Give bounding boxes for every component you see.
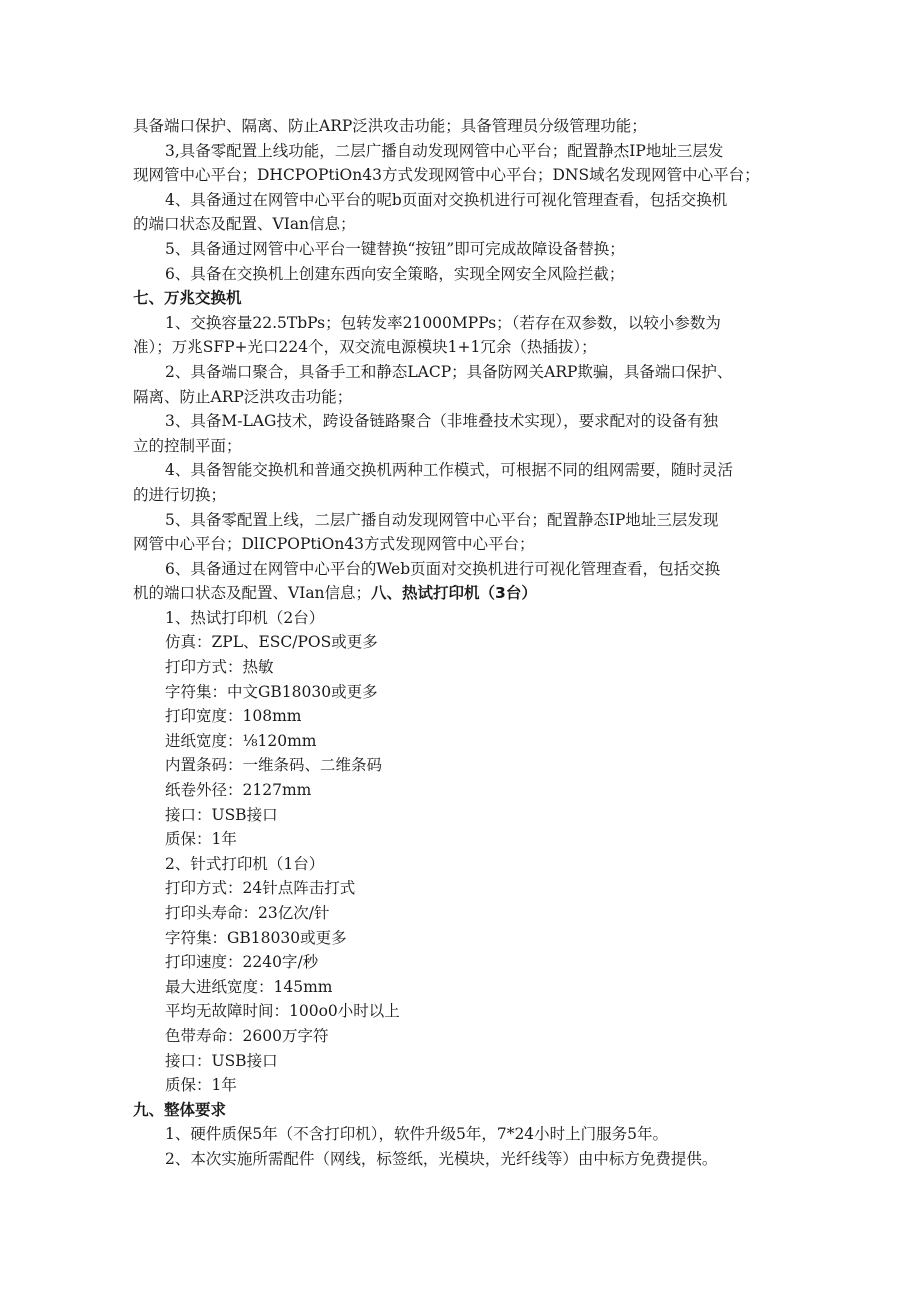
- text-line: [133, 655, 793, 680]
- line-text: 质保：1年: [165, 830, 237, 849]
- line-text: 现网管中心平台；DHCPOPtiOn43方式发现网管中心平台；DNS域名发现网管中心平台；: [133, 166, 760, 185]
- text-line: [133, 557, 793, 582]
- line-text: 1、热试打印机（2台）: [165, 608, 325, 627]
- text-line: [133, 729, 793, 754]
- text-line: [133, 409, 793, 434]
- text-line: [133, 1122, 793, 1147]
- text-line: [133, 876, 793, 901]
- line-text: 2、针式打印机（1台）: [165, 854, 325, 873]
- text-line: [133, 852, 793, 877]
- line-text: 打印方式：24针点阵击打式: [165, 879, 356, 898]
- text-line: [133, 1073, 793, 1098]
- line-text: 3,具备零配置上线功能，二层广播自动发现网管中心平台；配置静杰IP地址三层发: [165, 141, 724, 160]
- line-text: 4、具备通过在网管中心平台的呢b页面对交换机进行可视化管理查看，包括交换机: [165, 190, 728, 209]
- line-text: 网管中心平台；DlICPOPtiOn43方式发现网管中心平台；: [133, 535, 535, 554]
- line-text: 5、具备通过网管中心平台一键替换“按钮”即可完成故障设备替换；: [165, 239, 625, 258]
- text-line: [133, 778, 793, 803]
- line-text: 色带寿命：2600万字符: [165, 1026, 329, 1045]
- text-line: [133, 508, 793, 533]
- line-text: 打印宽度：108mm: [165, 707, 302, 726]
- text-line: [133, 385, 793, 410]
- line-text: 七、万兆交换机: [133, 289, 242, 308]
- line-text: 的进行切换；: [133, 485, 227, 504]
- text-line: [133, 901, 793, 926]
- text-line: [133, 606, 793, 631]
- text-line: [133, 335, 793, 360]
- text-line: [133, 704, 793, 729]
- text-line: [133, 975, 793, 1000]
- text-line: [133, 212, 793, 237]
- line-text: 仿真：ZPL、ESC/POS或更多: [165, 633, 378, 652]
- line-text: 5、具备零配置上线，二层广播自动发现网管中心平台；配置静态IP地址三层发现: [165, 510, 719, 529]
- document-body: [133, 114, 793, 1172]
- text-line: [133, 926, 793, 951]
- text-line: [133, 163, 793, 188]
- line-text: 纸卷外径：2127mm: [165, 781, 312, 800]
- line-text: 准）；万兆SFP+光口224个，双交流电源模块1+1冗余（热插拔）；: [133, 338, 597, 357]
- line-text: 立的控制平面；: [133, 436, 242, 455]
- text-line: [133, 483, 793, 508]
- line-text: 4、具备智能交换机和普通交换机两种工作模式，可根据不同的组网需要，随时灵活: [165, 461, 733, 480]
- line-text: 的端口状态及配置、VIan信息；: [133, 215, 356, 234]
- line-text: 具备端口保护、隔离、防止ARP泛洪攻击功能；具备管理员分级管理功能；: [133, 117, 647, 135]
- line-text: 打印头寿命：23亿次/针: [165, 904, 330, 922]
- line-text: 机的端口状态及配置、VIan信息；: [133, 584, 372, 603]
- text-line: [133, 1147, 793, 1172]
- line-text: 内置条码：一维条码、二维条码: [165, 756, 383, 775]
- text-line: [133, 360, 793, 385]
- section-heading: [133, 1098, 793, 1123]
- line-text: 1、交换容量22.5TbPs；包转发率21000MPPs；（若存在双参数，以较小参数为: [165, 313, 721, 332]
- text-line: [133, 827, 793, 852]
- text-line: [133, 950, 793, 975]
- line-text: 6、具备在交换机上创建东西向安全策略，实现全网安全风险拦截；: [165, 264, 625, 283]
- line-text: 字符集：GB18030或更多: [165, 928, 347, 947]
- line-text: 进纸宽度：⅛120mm: [165, 731, 317, 750]
- text-line: [133, 532, 793, 557]
- line-text: 1、硬件质保5年（不含打印机），软件升级5年，7*24小时上门服务5年。: [165, 1125, 669, 1144]
- line-text: 字符集：中文GB18030或更多: [165, 682, 378, 701]
- text-line: [133, 1049, 793, 1074]
- line-text: 2、本次实施所需配件（网线，标签纸，光模块，光纤线等）由中标方免费提供。: [165, 1149, 718, 1168]
- text-line: [133, 188, 793, 213]
- line-text: 3、具备M-LAG技术，跨设备链路聚合（非堆叠技术实现），要求配对的设备有独: [165, 412, 719, 431]
- text-line: [133, 680, 793, 705]
- line-text: 打印方式：热敏: [165, 658, 274, 677]
- line-text: 接口：USB接口: [165, 1051, 278, 1070]
- line-text: 打印速度：2240字/秒: [165, 953, 319, 972]
- text-line: [133, 262, 793, 287]
- text-line: [133, 237, 793, 262]
- line-text: 隔离、防止ARP泛洪攻击功能；: [133, 387, 353, 406]
- text-line: [133, 139, 793, 164]
- text-line: [133, 581, 793, 606]
- line-text: 接口：USB接口: [165, 805, 278, 824]
- section-heading: [133, 286, 793, 311]
- line-text: 质保：1年: [165, 1076, 237, 1095]
- text-line: [133, 311, 793, 336]
- text-line: [133, 1024, 793, 1049]
- line-text: 平均无故障时间：100o0小时以上: [165, 1002, 400, 1021]
- text-line: [133, 753, 793, 778]
- text-line: [133, 803, 793, 828]
- text-line: [133, 458, 793, 483]
- text-line: [133, 630, 793, 655]
- line-text: 6、具备通过在网管中心平台的Web页面对交换机进行可视化管理查看，包括交换: [165, 559, 721, 578]
- text-line: [133, 114, 793, 139]
- text-line: [133, 434, 793, 459]
- inline-section-heading: 八、热试打印机（3台）: [371, 584, 537, 603]
- line-text: 九、整体要求: [133, 1100, 227, 1119]
- text-line: [133, 999, 793, 1024]
- line-text: 最大进纸宽度：145mm: [165, 977, 333, 996]
- line-text: 2、具备端口聚合，具备手工和静态LACP；具备防网关ARP欺骗，具备端口保护、: [165, 362, 733, 381]
